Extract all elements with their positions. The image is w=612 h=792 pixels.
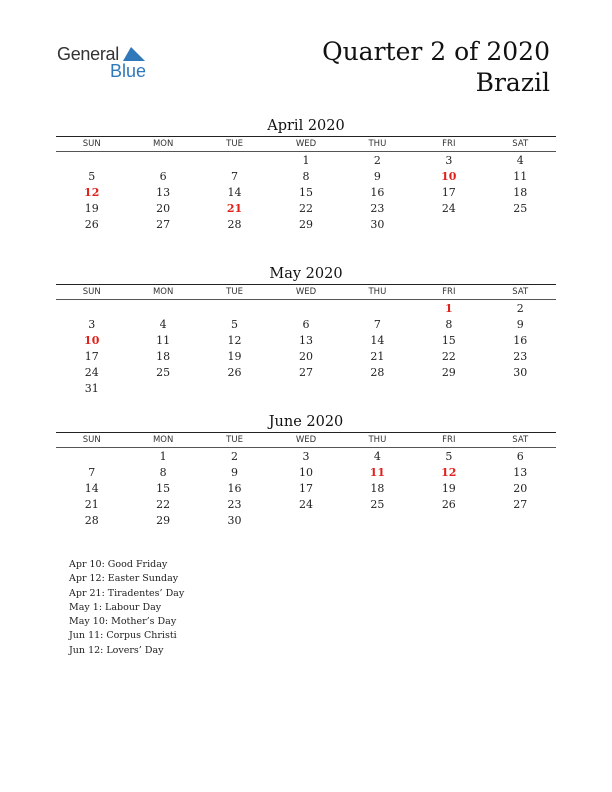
day-cell — [413, 381, 484, 397]
day-cell: 25 — [513, 202, 528, 215]
day-cell: 5 — [88, 170, 96, 183]
day-cell: 12 — [441, 466, 457, 479]
day-cell: 8 — [302, 170, 310, 183]
day-cell: 30 — [370, 218, 385, 231]
week-row — [56, 185, 556, 201]
day-cell: 7 — [231, 170, 239, 183]
week-row — [56, 497, 556, 513]
weekday-tue: TUE — [226, 435, 243, 445]
holiday-item: Apr 21: Tiradentes’ Day — [69, 587, 185, 599]
day-cell: 6 — [302, 318, 310, 331]
day-cell: 8 — [159, 466, 167, 479]
weekday-sat: SAT — [512, 139, 529, 149]
weekday-mon: MON — [152, 287, 174, 297]
day-cell: 1 — [302, 154, 310, 167]
holiday-list — [69, 558, 184, 658]
day-cell: 2 — [516, 302, 524, 315]
day-cell: 28 — [227, 218, 242, 231]
day-cell — [127, 301, 198, 317]
day-cell: 29 — [156, 514, 171, 527]
holiday-item: Jun 12: Lovers’ Day — [69, 644, 164, 656]
day-cell: 19 — [227, 350, 242, 363]
week-row — [56, 201, 556, 217]
holiday-item: Apr 12: Easter Sunday — [69, 573, 179, 585]
day-cell — [127, 381, 198, 397]
day-cell: 24 — [441, 202, 456, 215]
day-cell: 4 — [516, 154, 524, 167]
day-cell: 4 — [373, 450, 381, 463]
day-cell: 15 — [441, 334, 456, 347]
weekday-header — [56, 285, 556, 300]
day-cell: 21 — [370, 350, 385, 363]
day-cell: 14 — [84, 482, 99, 495]
day-cell: 23 — [370, 202, 385, 215]
week-row — [56, 301, 556, 317]
month-june — [56, 412, 556, 529]
day-cell: 9 — [231, 466, 239, 479]
day-cell: 4 — [159, 318, 167, 331]
day-cell: 16 — [227, 482, 242, 495]
weekday-sun: SUN — [82, 435, 101, 445]
day-cell: 27 — [156, 218, 171, 231]
month-title: April 2020 — [267, 118, 345, 134]
weekday-tue: TUE — [226, 287, 243, 297]
day-cell: 26 — [441, 498, 456, 511]
week-row — [56, 481, 556, 497]
day-cell: 9 — [373, 170, 381, 183]
day-cell: 15 — [156, 482, 171, 495]
day-cell: 18 — [156, 350, 171, 363]
title-quarter: Quarter 2 of 2020 — [322, 37, 550, 66]
weekday-fri: FRI — [442, 435, 456, 445]
day-cell: 3 — [88, 318, 96, 331]
day-cell: 28 — [84, 514, 99, 527]
day-cell: 10 — [441, 170, 457, 183]
day-cell: 25 — [370, 498, 385, 511]
day-cell: 7 — [88, 466, 96, 479]
day-cell: 12 — [227, 334, 242, 347]
day-cell: 18 — [370, 482, 385, 495]
day-cell — [270, 301, 341, 317]
weekday-wed: WED — [295, 139, 317, 149]
generalblue-logo — [57, 44, 167, 84]
day-cell: 19 — [84, 202, 99, 215]
weekday-fri: FRI — [442, 287, 456, 297]
day-cell: 27 — [298, 366, 313, 379]
weekday-sun: SUN — [82, 139, 101, 149]
holiday-item: Apr 10: Good Friday — [69, 559, 168, 570]
day-cell — [413, 217, 484, 233]
weekday-sat: SAT — [512, 287, 529, 297]
day-cell: 23 — [227, 498, 242, 511]
weekday-header — [56, 433, 556, 448]
day-cell — [56, 449, 127, 465]
logo-word-general: General — [57, 44, 119, 64]
month-title: June 2020 — [268, 414, 344, 430]
month-title: May 2020 — [269, 266, 343, 282]
day-cell: 22 — [298, 202, 313, 215]
holiday-item: May 1: Labour Day — [69, 601, 162, 613]
day-cell: 19 — [441, 482, 456, 495]
day-cell — [342, 381, 413, 397]
weekday-thu: THU — [368, 287, 387, 297]
day-cell — [485, 513, 556, 529]
month-april — [56, 116, 556, 233]
week-row — [56, 513, 556, 529]
weekday-thu: THU — [368, 139, 387, 149]
day-cell: 15 — [298, 186, 313, 199]
week-row — [56, 333, 556, 349]
day-cell: 2 — [373, 154, 381, 167]
month-may — [56, 264, 556, 397]
day-cell: 28 — [370, 366, 385, 379]
day-cell: 21 — [84, 498, 99, 511]
day-cell: 1 — [444, 302, 453, 315]
day-cell: 5 — [445, 450, 453, 463]
week-row — [56, 465, 556, 481]
day-cell — [270, 381, 341, 397]
page-title — [322, 36, 550, 98]
day-cell: 14 — [370, 334, 385, 347]
day-cell: 2 — [231, 450, 239, 463]
weekday-wed: WED — [295, 435, 317, 445]
day-cell: 10 — [298, 466, 313, 479]
day-cell: 23 — [513, 350, 528, 363]
day-cell — [199, 301, 270, 317]
day-cell: 13 — [513, 466, 528, 479]
day-cell: 6 — [516, 450, 524, 463]
day-cell: 10 — [84, 334, 100, 347]
day-cell: 17 — [441, 186, 456, 199]
holiday-item: Jun 11: Corpus Christi — [69, 630, 177, 642]
day-cell: 20 — [298, 350, 313, 363]
day-cell: 25 — [156, 366, 171, 379]
day-cell: 24 — [84, 366, 99, 379]
weekday-mon: MON — [152, 435, 174, 445]
day-cell: 17 — [84, 350, 99, 363]
day-cell: 16 — [513, 334, 528, 347]
day-cell: 31 — [84, 382, 99, 395]
day-cell: 22 — [441, 350, 456, 363]
holiday-item: May 10: Mother’s Day — [69, 616, 177, 628]
day-cell: 14 — [227, 186, 242, 199]
week-row — [56, 169, 556, 185]
weekday-tue: TUE — [226, 139, 243, 149]
day-cell — [485, 381, 556, 397]
week-row — [56, 449, 556, 465]
day-cell: 20 — [156, 202, 171, 215]
day-cell: 21 — [226, 202, 243, 215]
day-cell: 18 — [513, 186, 528, 199]
day-grid — [56, 448, 556, 529]
day-cell: 6 — [159, 170, 167, 183]
day-cell: 20 — [513, 482, 528, 495]
day-cell: 11 — [513, 170, 528, 183]
day-cell: 30 — [227, 514, 242, 527]
day-cell: 7 — [373, 318, 381, 331]
day-cell — [342, 513, 413, 529]
day-grid — [56, 152, 556, 233]
weekday-fri: FRI — [442, 139, 456, 149]
week-row — [56, 317, 556, 333]
weekday-sun: SUN — [82, 287, 101, 297]
weekday-sat: SAT — [512, 435, 529, 445]
day-cell: 3 — [302, 450, 310, 463]
day-cell: 26 — [227, 366, 242, 379]
day-cell: 24 — [298, 498, 313, 511]
day-cell: 1 — [159, 450, 167, 463]
day-cell: 12 — [84, 186, 100, 199]
week-row — [56, 153, 556, 169]
day-cell — [199, 153, 270, 169]
day-cell: 13 — [298, 334, 313, 347]
day-cell — [342, 301, 413, 317]
day-cell — [413, 513, 484, 529]
day-cell: 29 — [441, 366, 456, 379]
day-cell: 9 — [516, 318, 524, 331]
day-cell — [485, 217, 556, 233]
weekday-header — [56, 137, 556, 152]
weekday-wed: WED — [295, 287, 317, 297]
week-row — [56, 381, 556, 397]
day-cell: 22 — [156, 498, 171, 511]
day-cell: 13 — [156, 186, 171, 199]
day-cell: 8 — [445, 318, 453, 331]
logo-triangle-icon — [123, 47, 145, 61]
week-row — [56, 217, 556, 233]
day-cell — [56, 153, 127, 169]
day-cell: 5 — [231, 318, 239, 331]
day-cell — [56, 301, 127, 317]
week-row — [56, 365, 556, 381]
day-cell — [127, 153, 198, 169]
day-cell: 11 — [369, 466, 386, 479]
title-country: Brazil — [475, 68, 550, 97]
day-cell: 30 — [513, 366, 528, 379]
day-cell — [270, 513, 341, 529]
day-cell: 17 — [298, 482, 313, 495]
day-cell: 29 — [298, 218, 313, 231]
day-cell — [199, 381, 270, 397]
logo-word-blue: Blue — [110, 61, 147, 81]
day-cell: 26 — [84, 218, 99, 231]
day-cell: 11 — [156, 334, 171, 347]
day-cell: 16 — [370, 186, 385, 199]
day-cell: 3 — [445, 154, 453, 167]
weekday-mon: MON — [152, 139, 174, 149]
day-grid — [56, 300, 556, 397]
week-row — [56, 349, 556, 365]
day-cell: 27 — [513, 498, 528, 511]
weekday-thu: THU — [368, 435, 387, 445]
